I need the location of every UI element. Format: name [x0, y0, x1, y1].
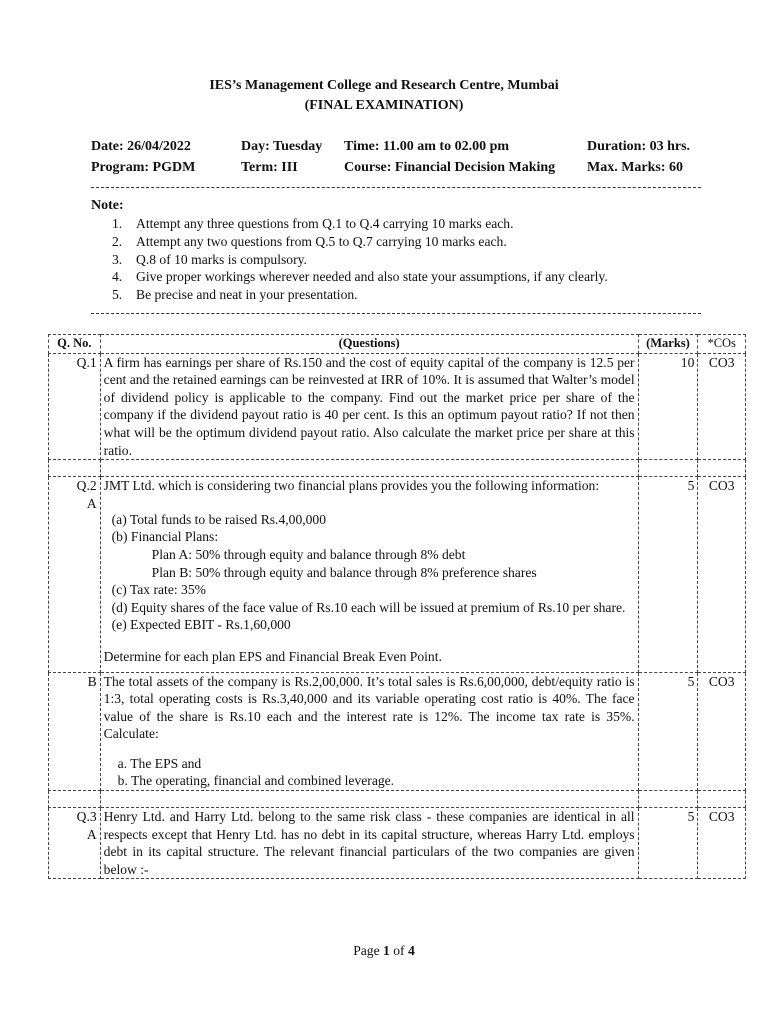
- max-marks: Max. Marks: 60: [587, 160, 684, 175]
- exam-day: Day: Tuesday: [241, 139, 323, 154]
- q2b-co: CO3: [698, 672, 746, 791]
- q2a-number: [49, 477, 101, 672]
- exam-duration: Duration: 03 hrs.: [587, 139, 691, 154]
- note-item: 3. Q.8 of 10 marks is compulsory.: [112, 251, 307, 267]
- header-marks: (Marks): [638, 335, 698, 354]
- table-row: [49, 808, 746, 879]
- q1-marks: 10: [638, 353, 698, 460]
- note-item: 2. Attempt any two questions from Q.5 to Q.7 carrying 10 marks each.: [112, 233, 507, 249]
- q2b-body: The total assets of the company is Rs.2,00,000. It’s total sales is Rs.6,00,000, debt/equity ratio is 1:3, total operating costs is Rs.3,40,000 and its variable operating cost ratio is 40%. The face value of the share is Rs.10 each and the interest rate is 12%. The income tax rate is 35%. Calculate:: [103, 673, 635, 742]
- footer-of-label: of: [393, 943, 405, 958]
- q2a-item-a: (a) Total funds to be raised Rs.4,00,000: [111, 511, 327, 527]
- q3-part-a: A: [86, 826, 97, 842]
- q2a-plan-b: Plan B: 50% through equity and balance through 8% preference shares: [151, 564, 537, 580]
- table-row: [49, 477, 746, 672]
- q2a-text: [100, 477, 638, 672]
- q2a-co: CO3: [698, 477, 746, 672]
- q2b-item-a: a. The EPS and: [117, 755, 202, 771]
- term: Term: III: [241, 160, 298, 175]
- q1-number: Q.1: [49, 353, 101, 460]
- table-row: [49, 353, 746, 460]
- institution-name: IES’s Management College and Research Centre, Mumbai: [209, 78, 559, 93]
- note-title: Note:: [91, 198, 124, 213]
- q3a-co: CO3: [698, 808, 746, 879]
- divider-bottom: [91, 313, 701, 314]
- table-row: [49, 672, 746, 791]
- header-cos: *COs: [698, 335, 746, 354]
- q2a-item-b: (b) Financial Plans:: [111, 529, 219, 545]
- exam-time: Time: 11.00 am to 02.00 pm: [344, 139, 510, 154]
- q2a-item-d: (d) Equity shares of the face value of Rs.10 each will be issued at premium of Rs.10 per share.: [111, 599, 626, 615]
- q2a-marks: 5: [638, 477, 698, 672]
- q3a-text: Henry Ltd. and Harry Ltd. belong to the same risk class - these companies are identical in all respects except that Henry Ltd. has no debt in its capital structure, whereas Harry Ltd. employs debt in its capital structure. The relevant financial particulars of the two companies are given below :-: [100, 808, 638, 879]
- q2b-text: [100, 672, 638, 791]
- q1-text: A firm has earnings per share of Rs.150 and the cost of equity capital of the company is 12.5 per cent and the retained earnings can be reinvested at IRR of 10%. It is assumed that Walter’s model of dividend policy is applicable to the company. Find out the market price per share of the company if the dividend payout ratio is 40 per cent. Is this an optimum payout ratio? If not then what will be the optimum dividend payout ratio. Also calculate the market price per share at this ratio.: [100, 353, 638, 460]
- q2-part-a: A: [86, 495, 97, 511]
- note-item: 1. Attempt any three questions from Q.1 to Q.4 carrying 10 marks each.: [112, 216, 514, 231]
- page-footer: [0, 943, 768, 959]
- note-item: 4. Give proper workings wherever needed and also state your assumptions, if any clearly.: [112, 269, 608, 285]
- spacer-row: [49, 460, 746, 477]
- q2a-plan-a: Plan A: 50% through equity and balance through 8% debt: [151, 546, 466, 562]
- q2b-item-b: b. The operating, financial and combined leverage.: [117, 773, 395, 789]
- course: Course: Financial Decision Making: [344, 160, 556, 175]
- note-item: 5. Be precise and neat in your presentation.: [112, 287, 358, 303]
- table-header-row: [49, 335, 746, 354]
- notes-list: [112, 215, 608, 304]
- q2b-part: B: [49, 672, 101, 791]
- divider-top: [91, 187, 701, 188]
- footer-total-pages: 4: [407, 943, 415, 958]
- q2a-items: [104, 511, 635, 634]
- footer-current-page: 1: [383, 943, 390, 958]
- exam-date: Date: 26/04/2022: [91, 139, 191, 154]
- q2a-item-c: (c) Tax rate: 35%: [111, 582, 206, 598]
- q2b-marks: 5: [638, 672, 698, 791]
- questions-table: [48, 334, 746, 879]
- q3-label: Q.3: [76, 809, 97, 825]
- q2a-task: Determine for each plan EPS and Financial Break Even Point.: [103, 648, 442, 664]
- q3a-marks: 5: [638, 808, 698, 879]
- program: Program: PGDM: [91, 160, 196, 175]
- spacer-row: [49, 791, 746, 808]
- header-questions: (Questions): [100, 335, 638, 354]
- footer-page-label: Page: [353, 943, 380, 958]
- q3a-number: [49, 808, 101, 879]
- q1-co: CO3: [698, 353, 746, 460]
- q2-label: Q.2: [76, 478, 97, 494]
- header-qno: Q. No.: [49, 335, 101, 354]
- q2a-intro: JMT Ltd. which is considering two financial plans provides you the following information:: [103, 478, 600, 494]
- q2a-item-e: (e) Expected EBIT - Rs.1,60,000: [111, 617, 291, 633]
- exam-title: (FINAL EXAMINATION): [304, 98, 464, 113]
